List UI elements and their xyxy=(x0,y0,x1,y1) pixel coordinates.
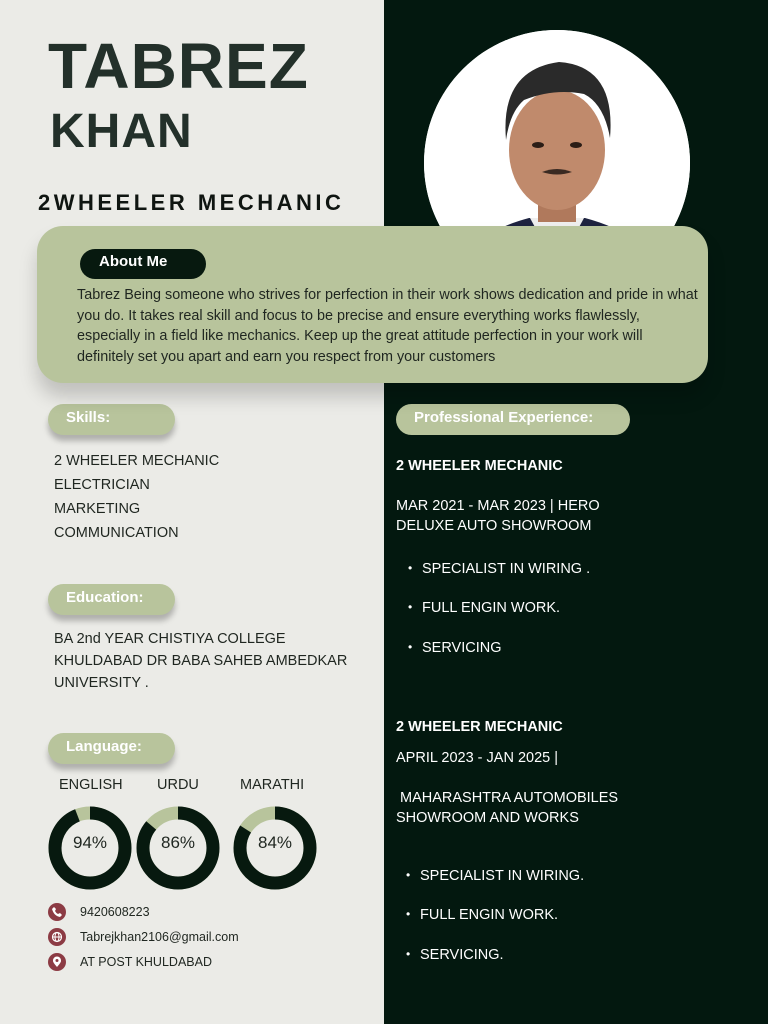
contact-phone xyxy=(48,903,150,921)
language-percent: 86% xyxy=(160,833,196,852)
email-address[interactable]: Tabrejkhan2106@gmail.com xyxy=(80,930,239,944)
list-item: 2 WHEELER MECHANIC xyxy=(54,453,220,469)
education-heading: Education: xyxy=(48,584,175,615)
about-heading: About Me xyxy=(80,249,206,279)
name-first: TABREZ xyxy=(48,30,309,102)
list-item: • FULL ENGIN WORK. xyxy=(420,907,558,923)
contact-email xyxy=(48,928,239,946)
job-company-2: MAHARASHTRA AUTOMOBILES SHOWROOM AND WORKS xyxy=(396,790,619,826)
list-item: COMMUNICATION xyxy=(54,525,179,541)
job-title: 2WHEELER MECHANIC xyxy=(38,190,345,215)
list-item: • SPECIALIST IN WIRING . xyxy=(422,561,590,577)
name-last: KHAN xyxy=(50,105,193,158)
job-title-1: 2 WHEELER MECHANIC xyxy=(396,458,563,474)
list-item: • SPECIALIST IN WIRING. xyxy=(420,868,584,884)
globe-icon xyxy=(48,928,66,946)
contact-address xyxy=(48,953,212,971)
language-name: MARATHI xyxy=(240,777,305,793)
language-name: URDU xyxy=(157,777,199,793)
experience-heading: Professional Experience: xyxy=(396,404,630,435)
skills-heading: Skills: xyxy=(48,404,175,435)
education-text: BA 2nd YEAR CHISTIYA COLLEGE KHULDABAD DR BABA SAHEB AMBEDKAR UNIVERSITY . xyxy=(54,631,348,691)
language-percent: 84% xyxy=(257,833,293,852)
job-period-1: MAR 2021 - MAR 2023 | HERO DELUXE AUTO SHOWROOM xyxy=(396,498,600,534)
list-item: MARKETING xyxy=(54,501,141,517)
phone-icon xyxy=(48,903,66,921)
address-text: AT POST KHULDABAD xyxy=(80,955,212,969)
job-period-2: APRIL 2023 - JAN 2025 | xyxy=(396,750,559,766)
location-pin-icon xyxy=(48,953,66,971)
list-item: ELECTRICIAN xyxy=(54,477,150,493)
list-item: • SERVICING xyxy=(422,640,502,656)
phone-number: 9420608223 xyxy=(80,905,150,919)
skills-list xyxy=(54,449,219,545)
about-text: Tabrez Being someone who strives for perfection in their work shows dedication and pride in what you do. It takes real skill and focus to be precise and ensure everything works flawlessly, especially in a field like mechanics. Keep up the great attitude perfection in your work will definitely set you apart and earn you respect from your customers xyxy=(77,287,698,365)
language-name: ENGLISH xyxy=(59,777,123,793)
language-percent: 94% xyxy=(72,833,108,852)
list-item: • FULL ENGIN WORK. xyxy=(422,600,560,616)
job-title-2: 2 WHEELER MECHANIC xyxy=(396,719,563,735)
list-item: • SERVICING. xyxy=(420,947,504,963)
language-heading: Language: xyxy=(48,733,175,764)
